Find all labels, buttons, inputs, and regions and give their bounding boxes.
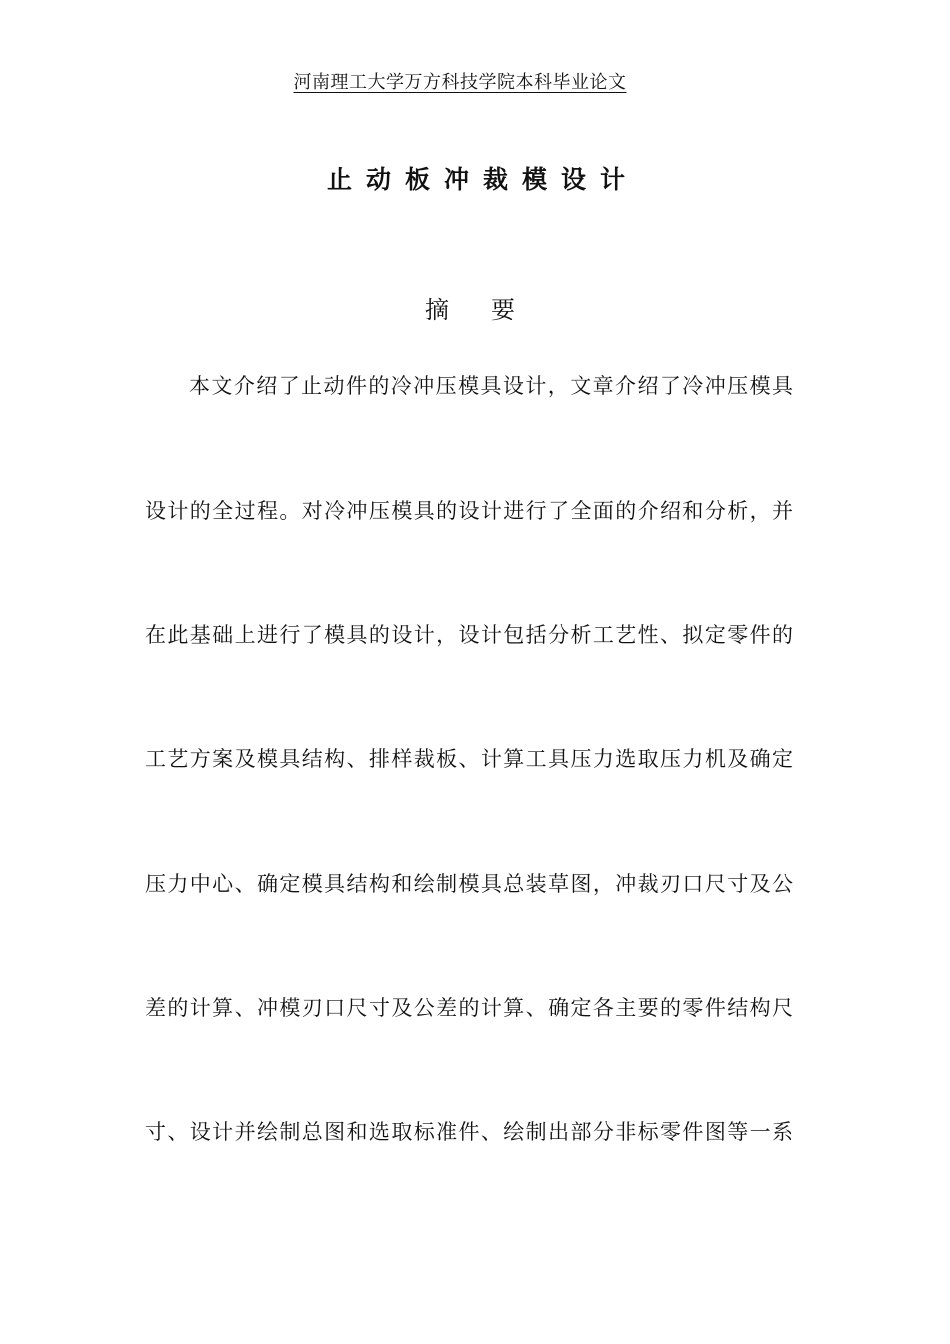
abstract-line: 寸、设计并绘制总图和选取标准件、绘制出部分非标零件图等一系 bbox=[145, 1120, 793, 1144]
abstract-line: 压力中心、确定模具结构和绘制模具总装草图，冲裁刃口尺寸及公 bbox=[145, 872, 793, 896]
abstract-heading-right: 要 bbox=[491, 296, 515, 324]
abstract-heading bbox=[0, 290, 940, 325]
abstract-line: 设计的全过程。对冷冲压模具的设计进行了全面的介绍和分析，并 bbox=[145, 499, 793, 523]
abstract-line: 差的计算、冲模刃口尺寸及公差的计算、确定各主要的零件结构尺 bbox=[145, 996, 793, 1020]
page-header bbox=[0, 68, 920, 94]
abstract-line: 在此基础上进行了模具的设计，设计包括分析工艺性、拟定零件的 bbox=[145, 623, 793, 647]
thesis-title: 止动板冲裁模设计 bbox=[326, 165, 639, 194]
header-text: 河南理工大学万方科技学院本科毕业论文 bbox=[293, 72, 627, 93]
abstract-line: 工艺方案及模具结构、排样裁板、计算工具压力选取压力机及确定 bbox=[145, 747, 793, 771]
abstract-line: 本文介绍了止动件的冷冲压模具设计，文章介绍了冷冲压模具 bbox=[189, 374, 793, 398]
abstract-heading-left: 摘 bbox=[425, 296, 449, 324]
